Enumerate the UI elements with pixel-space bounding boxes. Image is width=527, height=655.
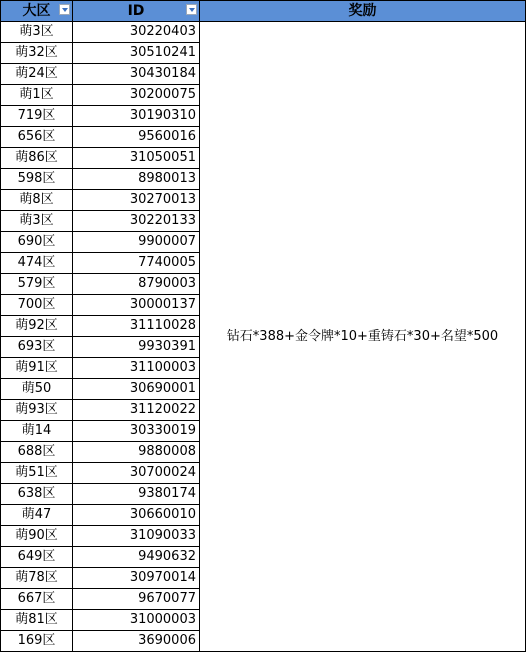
table-row xyxy=(1,22,526,43)
id-cell[interactable]: 3690006 xyxy=(73,631,200,652)
region-cell[interactable]: 萌90区 xyxy=(1,526,73,547)
id-cell[interactable]: 31090033 xyxy=(73,526,200,547)
header-region xyxy=(1,1,73,22)
id-cell[interactable]: 30200075 xyxy=(73,85,200,106)
region-cell[interactable]: 萌1区 xyxy=(1,85,73,106)
region-cell[interactable]: 萌8区 xyxy=(1,190,73,211)
id-cell[interactable]: 9880008 xyxy=(73,442,200,463)
region-cell[interactable]: 萌78区 xyxy=(1,568,73,589)
region-cell[interactable]: 700区 xyxy=(1,295,73,316)
header-reward xyxy=(200,1,526,22)
id-cell[interactable]: 9490632 xyxy=(73,547,200,568)
region-cell[interactable]: 萌91区 xyxy=(1,358,73,379)
id-cell[interactable]: 30700024 xyxy=(73,463,200,484)
filter-dropdown-icon[interactable] xyxy=(59,4,70,15)
id-cell[interactable]: 30430184 xyxy=(73,64,200,85)
id-cell[interactable]: 30270013 xyxy=(73,190,200,211)
region-cell[interactable]: 719区 xyxy=(1,106,73,127)
id-cell[interactable]: 31110028 xyxy=(73,316,200,337)
header-id-label: ID xyxy=(127,3,145,19)
region-cell[interactable]: 萌50 xyxy=(1,379,73,400)
region-cell[interactable]: 萌14 xyxy=(1,421,73,442)
region-cell[interactable]: 萌86区 xyxy=(1,148,73,169)
id-cell[interactable]: 9930391 xyxy=(73,337,200,358)
id-cell[interactable]: 30660010 xyxy=(73,505,200,526)
id-cell[interactable]: 30220133 xyxy=(73,211,200,232)
region-cell[interactable]: 169区 xyxy=(1,631,73,652)
region-cell[interactable]: 649区 xyxy=(1,547,73,568)
id-cell[interactable]: 30690001 xyxy=(73,379,200,400)
id-cell[interactable]: 30000137 xyxy=(73,295,200,316)
region-cell[interactable]: 萌32区 xyxy=(1,43,73,64)
region-cell[interactable]: 598区 xyxy=(1,169,73,190)
region-cell[interactable]: 萌81区 xyxy=(1,610,73,631)
region-cell[interactable]: 693区 xyxy=(1,337,73,358)
region-cell[interactable]: 萌93区 xyxy=(1,400,73,421)
header-reward-label: 奖励 xyxy=(348,3,377,19)
region-cell[interactable]: 638区 xyxy=(1,484,73,505)
id-cell[interactable]: 30970014 xyxy=(73,568,200,589)
table-body xyxy=(1,22,526,652)
region-cell[interactable]: 萌47 xyxy=(1,505,73,526)
header-id xyxy=(73,1,200,22)
id-cell[interactable]: 31100003 xyxy=(73,358,200,379)
region-cell[interactable]: 萌3区 xyxy=(1,22,73,43)
id-cell[interactable]: 8790003 xyxy=(73,274,200,295)
id-cell[interactable]: 9900007 xyxy=(73,232,200,253)
region-cell[interactable]: 474区 xyxy=(1,253,73,274)
region-cell[interactable]: 萌51区 xyxy=(1,463,73,484)
reward-cell[interactable]: 钻石*388+金令牌*10+重铸石*30+名望*500 xyxy=(200,22,526,652)
id-cell[interactable]: 9380174 xyxy=(73,484,200,505)
id-cell[interactable]: 9670077 xyxy=(73,589,200,610)
header-row xyxy=(1,1,526,22)
id-cell[interactable]: 31120022 xyxy=(73,400,200,421)
id-cell[interactable]: 7740005 xyxy=(73,253,200,274)
id-cell[interactable]: 9560016 xyxy=(73,127,200,148)
id-cell[interactable]: 30510241 xyxy=(73,43,200,64)
id-cell[interactable]: 30190310 xyxy=(73,106,200,127)
region-cell[interactable]: 579区 xyxy=(1,274,73,295)
region-cell[interactable]: 萌3区 xyxy=(1,211,73,232)
region-cell[interactable]: 667区 xyxy=(1,589,73,610)
region-cell[interactable]: 688区 xyxy=(1,442,73,463)
region-cell[interactable]: 690区 xyxy=(1,232,73,253)
header-region-label: 大区 xyxy=(22,3,51,19)
region-cell[interactable]: 萌24区 xyxy=(1,64,73,85)
id-cell[interactable]: 31050051 xyxy=(73,148,200,169)
id-cell[interactable]: 8980013 xyxy=(73,169,200,190)
region-cell[interactable]: 656区 xyxy=(1,127,73,148)
region-cell[interactable]: 萌92区 xyxy=(1,316,73,337)
filter-dropdown-icon[interactable] xyxy=(186,4,197,15)
id-cell[interactable]: 30220403 xyxy=(73,22,200,43)
id-cell[interactable]: 30330019 xyxy=(73,421,200,442)
id-cell[interactable]: 31000003 xyxy=(73,610,200,631)
